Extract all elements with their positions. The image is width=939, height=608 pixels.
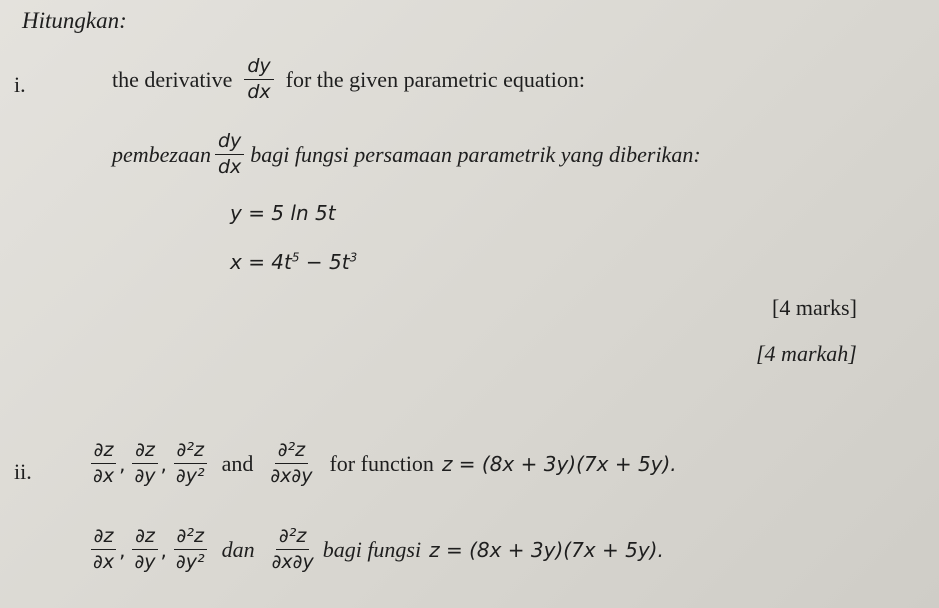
and-label: and — [221, 450, 254, 476]
bagi-fungsi-label: bagi fungsi — [322, 536, 422, 562]
function-expression: z = (8x + 3y)(7x + 5y). — [441, 451, 677, 476]
equation-y: y = 5 ln 5t — [230, 201, 336, 225]
section-heading: Hitungkan: — [22, 8, 127, 33]
dan-label: dan — [221, 536, 255, 562]
equation-x: $x = 4t^5 - 5t^3$ — [230, 250, 358, 274]
question-2-number: ii. — [14, 459, 32, 484]
second-partial-z-y-fraction: $\frac{\text{∂²z}}{\text{∂y²}}$ — [173, 440, 208, 488]
question-1-number: i. — [14, 72, 26, 97]
question-2-english: $\frac{\partial z}{\partial x}$ , $\frac{\partial z}{\partial y}$ , $\frac{\text{∂²z}}{\text{∂y²}}$ and $\frac{\text{∂²z}}{\partial x\partial y}$ for function z = (8x + 3y)(7x + 5y). — [90, 440, 677, 488]
partial-z-y-fraction: $\frac{\partial z}{\partial y}$ — [131, 440, 158, 488]
question-1-malay — [112, 131, 701, 179]
mixed-partial-fraction-ms: $\frac{\text{∂²z}}{\partial x\partial y}$ — [271, 525, 314, 573]
function-expression-ms: z = (8x + 3y)(7x + 5y). — [429, 537, 664, 562]
dy-dx-fraction: $\frac{dy}{dx}$ — [244, 56, 273, 104]
question-2-malay: $\frac{\partial z}{\partial x}$ , $\frac{\partial z}{\partial y}$ , $\frac{\text{∂²z}}{\text{∂y²}}$ dan $\frac{\text{∂²z}}{\partial x\partial y}$ bagi fungsi z = (8x + 3y)(7x + 5y). — [90, 526, 664, 574]
mixed-partial-fraction: $\frac{\text{∂²z}}{\partial x\partial y}$ — [270, 439, 313, 487]
partial-z-y-fraction-ms: $\frac{\partial z}{\partial y}$ — [131, 526, 158, 574]
second-partial-z-y-fraction-ms: $\frac{\text{∂²z}}{\text{∂y²}}$ — [173, 526, 208, 574]
q1-en-suffix: for the given parametric equation: — [285, 66, 585, 92]
dy-dx-fraction-ms: $\frac{dy}{dx}$ — [215, 131, 244, 179]
q1-ms-prefix: pembezaan — [112, 141, 211, 167]
marks-english: [4 marks] — [772, 295, 857, 320]
partial-z-x-fraction-ms: $\frac{\partial z}{\partial x}$ — [90, 526, 117, 574]
partial-z-x-fraction: $\frac{\partial z}{\partial x}$ — [90, 440, 117, 488]
for-function-label: for function — [329, 450, 434, 476]
marks-malay: [4 markah] — [756, 341, 857, 366]
question-1-english — [112, 56, 585, 104]
q1-en-prefix: the derivative — [112, 66, 233, 92]
q1-ms-suffix: bagi fungsi persamaan parametrik yang diberikan: — [250, 141, 701, 167]
